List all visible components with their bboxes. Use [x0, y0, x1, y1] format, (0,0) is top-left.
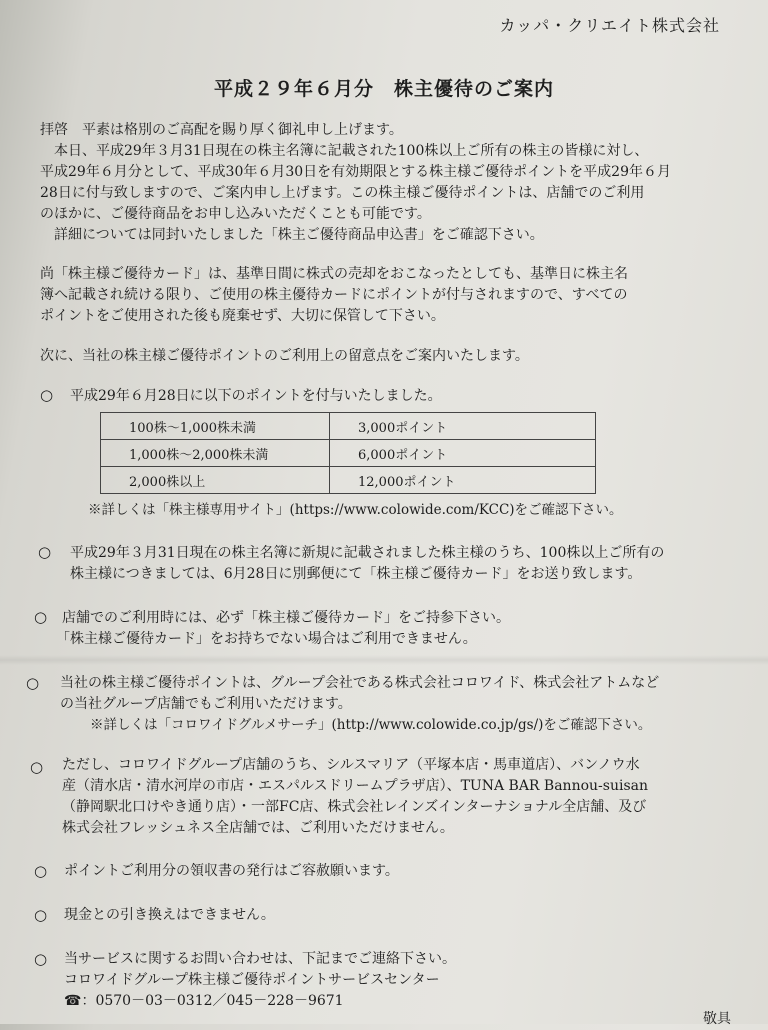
intro-line-3: 平成29年６月分として、平成30年６月30日を有効期限とする株主様ご優待ポイントを平成29年６月	[40, 164, 671, 180]
table-cell-points: 6,000ポイント	[330, 440, 596, 467]
item8-phone: ☎：0570－03－0312／045－228－9671	[64, 993, 344, 1009]
item5-line-1: ただし、コロワイドグループ店舗のうち、シルスマリア（平塚本店・馬車道店）、バンノウ水	[62, 757, 640, 773]
bullet-circle-icon: ○	[26, 674, 40, 692]
table-row	[101, 467, 596, 494]
table-cell-shares: 100株～1,000株未満	[101, 413, 330, 440]
bullet-circle-icon: ○	[38, 543, 52, 561]
intro-line-2: 本日、平成29年３月31日現在の株主名簿に記載された100株以上ご所有の株主の皆様に対し、	[40, 143, 649, 159]
item4-line-2: の当社グループ店舗でもご利用いただけます。	[60, 696, 352, 712]
table-cell-points: 3,000ポイント	[330, 413, 596, 440]
item4-note: ※詳しくは「コロワイドグルメサーチ」(http://www.colowide.co.jp/gs/)をご確認下さい。	[90, 717, 652, 733]
item1-text: 平成29年６月28日に以下のポイントを付与いたしました。	[70, 388, 442, 404]
item7-text: 現金との引き換えはできません。	[64, 907, 275, 923]
item2-line-2: 株主様につきましては、6月28日に別郵便にて「株主様ご優待カード」をお送り致します。	[70, 566, 642, 582]
item3-line-1: 店舗でのご利用時には、必ず「株主様ご優待カード」をご持参下さい。	[62, 610, 510, 626]
item1-note: ※詳しくは「株主様専用サイト」(https://www.colowide.com/KCC)をご確認下さい。	[88, 502, 623, 518]
intro-line-1: 拝啓 平素は格別のご高配を賜り厚く御礼申し上げます。	[40, 122, 403, 138]
card-note-line-1: 尚「株主様ご優待カード」は、基準日間に株式の売却をおこなったとしても、基準日に株主名	[40, 266, 628, 282]
table-cell-shares: 2,000株以上	[101, 467, 330, 494]
table-cell-points: 12,000ポイント	[330, 467, 596, 494]
item8-line-2: コロワイドグループ株主様ご優待ポイントサービスセンター	[64, 972, 440, 988]
table-cell-shares: 1,000株～2,000株未満	[101, 440, 330, 467]
table-row	[101, 440, 596, 467]
company-name: カッパ・クリエイト株式会社	[499, 16, 720, 35]
item5-line-3: （静岡駅北口けやき通り店）・一部FC店、株式会社レインズインターナショナル全店舗、及び	[62, 799, 647, 815]
points-table	[100, 412, 596, 494]
intro-line-5: のほかに、ご優待商品をお申し込みいただくことも可能です。	[40, 206, 431, 222]
item3-line-2: 「株主様ご優待カード」をお持ちでない場合はご利用できません。	[56, 631, 477, 647]
item2-line-1: 平成29年３月31日現在の株主名簿に新規に記載されました株主様のうち、100株以上ご所有の	[70, 545, 665, 561]
closing-text: 敬具	[703, 1011, 731, 1027]
card-note-line-3: ポイントをご使用された後も廃棄せず、大切に保管して下さい。	[40, 308, 445, 324]
item6-text: ポイントご利用分の領収書の発行はご容赦願います。	[64, 863, 399, 879]
paper-fold	[0, 655, 768, 665]
card-note-line-2: 簿へ記載され続ける限り、ご使用の株主優待カードにポイントが付与されますので、すべての	[40, 287, 628, 303]
table-row	[101, 413, 596, 440]
bullet-circle-icon: ○	[34, 950, 48, 968]
document-title: 平成２９年６月分 株主優待のご案内	[213, 78, 554, 100]
bullet-circle-icon: ○	[40, 386, 54, 404]
bullet-circle-icon: ○	[30, 758, 44, 776]
intro-line-4: 28日に付与致しますので、ご案内申し上げます。この株主様ご優待ポイントは、店舗でのご利用	[40, 185, 645, 201]
item8-line-1: 当サービスに関するお問い合わせは、下記までご連絡下さい。	[64, 951, 456, 967]
item5-line-2: 産（清水店・清水河岸の市店・エスパルスドリームプラザ店）、TUNA BAR Bannou-suisan	[62, 778, 648, 794]
bullet-circle-icon: ○	[34, 608, 48, 626]
bullet-circle-icon: ○	[34, 862, 48, 880]
item4-line-1: 当社の株主様ご優待ポイントは、グループ会社である株式会社コロワイド、株式会社アトムなど	[60, 675, 660, 691]
notice-intro: 次に、当社の株主様ご優待ポイントのご利用上の留意点をご案内いたします。	[40, 348, 529, 364]
item5-line-4: 株式会社フレッシュネス全店舗では、ご利用いただけません。	[62, 820, 454, 836]
bullet-circle-icon: ○	[34, 906, 48, 924]
intro-line-6: 詳細については同封いたしました「株主ご優待商品申込書」をご確認下さい。	[40, 227, 544, 243]
